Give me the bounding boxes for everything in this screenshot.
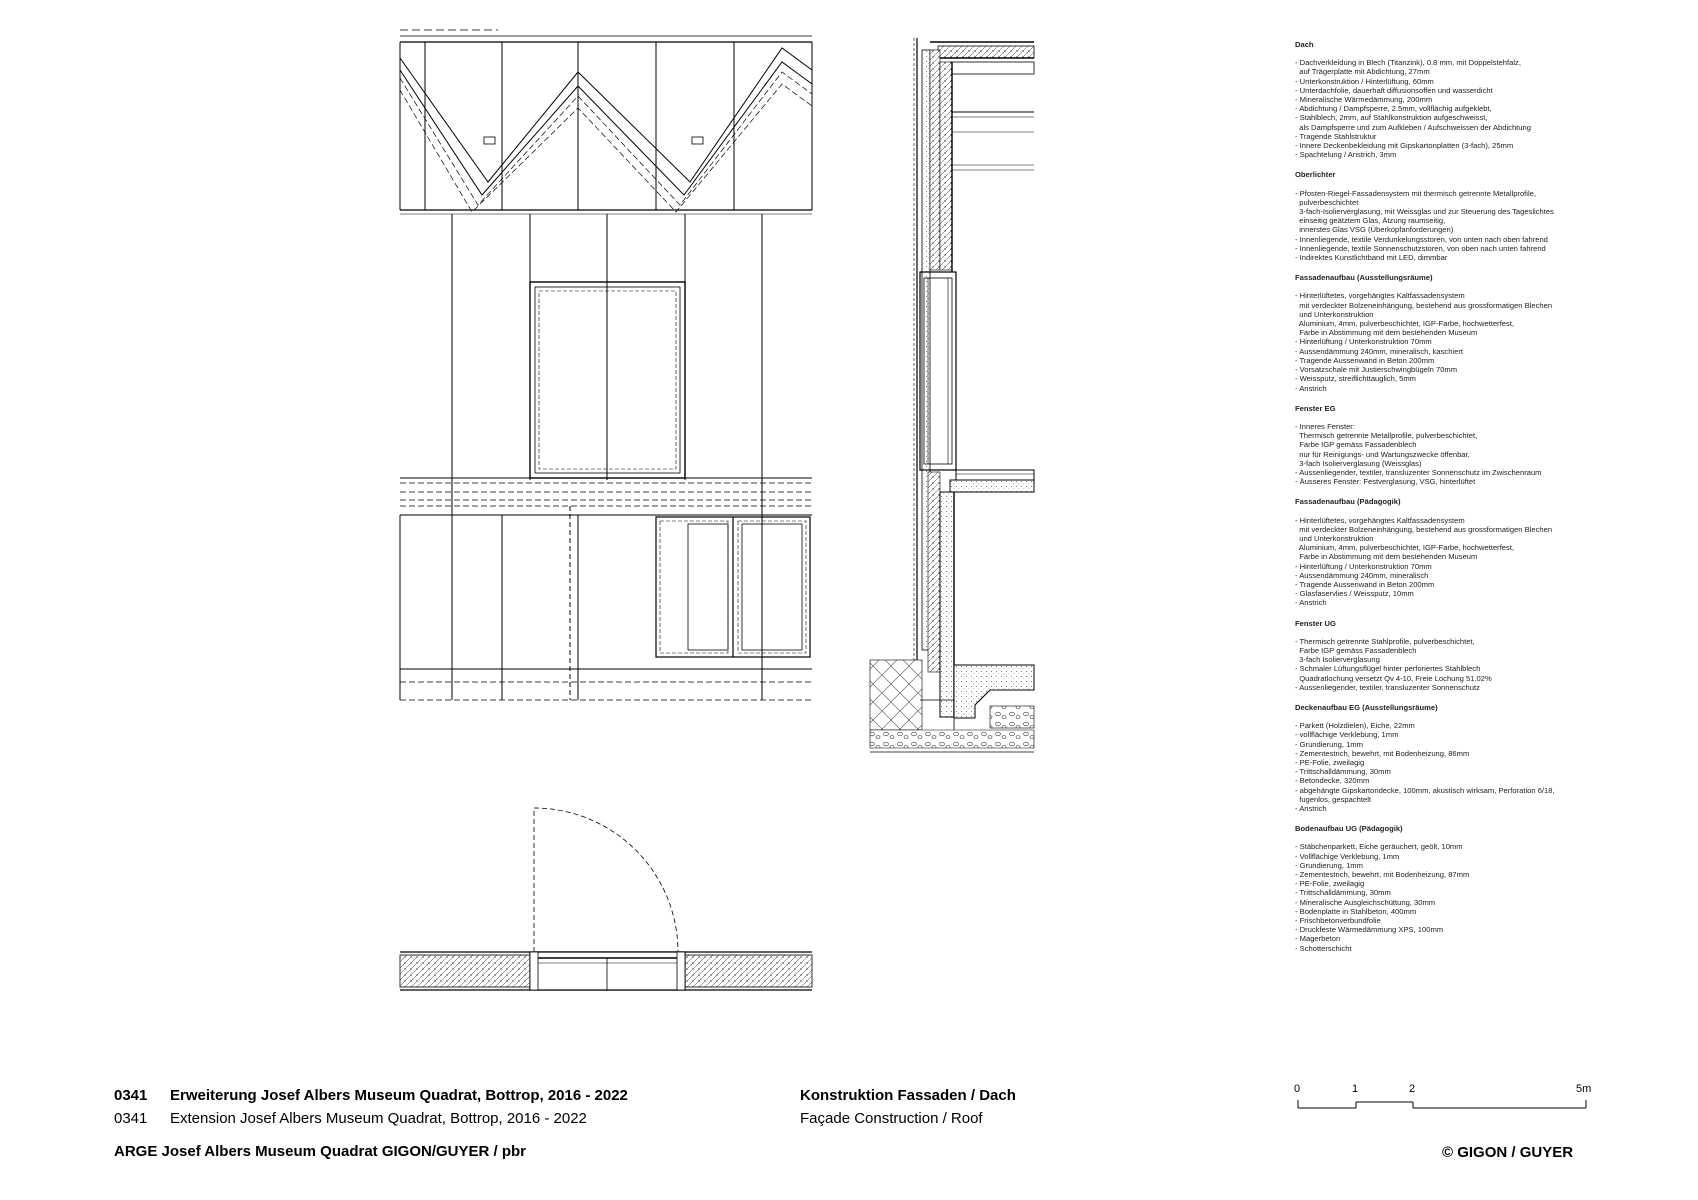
notes-line: - Mineralische Wärmedämmung, 200mm: [1295, 95, 1433, 105]
notes-section: [1295, 40, 1595, 159]
notes-line: Thermisch getrennte Metallprofile, pulverbeschichtet,: [1295, 431, 1478, 441]
notes-line: - Mineralische Ausgleichschüttung, 30mm: [1295, 897, 1436, 907]
notes-line: - Weissputz, streiflichttauglich, 5mm: [1295, 374, 1416, 384]
notes-line: - Stahlblech, 2mm, auf Stahlkonstruktion aufgeschweisst,: [1295, 113, 1488, 123]
notes-line: - abgehängte Gipskartondecke, 100mm, akustisch wirksam, Perforation 6/18,: [1295, 785, 1555, 795]
notes-line: mit verdeckter Bolzeneinhängung, bestehend aus grossformatigen Blechen: [1295, 300, 1553, 310]
notes-line: mit verdeckter Bolzeneinhängung, bestehend aus grossformatigen Blechen: [1295, 524, 1553, 534]
notes-section: [1295, 703, 1595, 813]
project-title-de: 0341 Erweiterung Josef Albers Museum Quadrat, Bottrop, 2016 - 2022: [114, 1087, 628, 1104]
notes-line: - Aussenliegender, textiler, transluzenter Sonnenschutz im Zwischenraum: [1295, 467, 1542, 477]
notes-line: - Innere Deckenbekleidung mit Gipskartonplatten (3-fach), 25mm: [1295, 141, 1514, 151]
notes-section: [1295, 273, 1595, 392]
notes-line: 3-fach Isolierverglasung (Weissglas): [1295, 458, 1422, 468]
notes-line: - Grundierung, 1mm: [1295, 739, 1363, 749]
notes-line: - Frischbetonverbundfolie: [1295, 916, 1381, 926]
scale-label-5m: 5m: [1576, 1083, 1592, 1095]
notes-line: fugenlos, gespachtelt: [1295, 794, 1371, 804]
scale-label-0: 0: [1294, 1083, 1301, 1095]
scale-label-2: 2: [1409, 1083, 1416, 1095]
notes-line: - vollflächige Verklebung, 1mm: [1295, 730, 1399, 740]
project-number: 0341: [114, 1087, 148, 1104]
notes-line: pulverbeschichtet: [1295, 197, 1359, 207]
notes-line: - Zementestrich, bewehrt, mit Bodenheizung, 86mm: [1295, 748, 1470, 758]
notes-heading: Bodenaufbau UG (Pädagogik): [1295, 824, 1403, 834]
notes-line: - Parkett (Holzdielen), Eiche, 22mm: [1295, 721, 1415, 731]
notes-line: - Dachverkleidung in Blech (Titanzink), 0.8 mm, mit Doppelstehfalz,: [1295, 58, 1521, 68]
notes-line: - Pfosten-Riegel-Fassadensystem mit thermisch getrennte Metallprofile,: [1295, 188, 1536, 198]
notes-line: auf Trägerplatte mit Abdichtung, 27mm: [1295, 67, 1430, 77]
office-credit: ARGE Josef Albers Museum Quadrat GIGON/GUYER / pbr: [114, 1143, 527, 1160]
notes-line: - Hinterlüftetes, vorgehängtes Kaltfassadensystem: [1295, 291, 1465, 301]
notes-line: - Anstrich: [1295, 804, 1327, 814]
notes-line: 3-fach Isolierverglasung: [1295, 655, 1380, 665]
notes-line: - Trittschalldämmung, 30mm: [1295, 888, 1391, 898]
notes-line: - Schmaler Lüftungsflügel hinter perforiertes Stahlblech: [1295, 664, 1481, 674]
notes-line: als Dampfsperre und zum Aufkleben / Aufschweissen der Abdichtung: [1295, 122, 1531, 132]
notes-line: 3-fach-Isolierverglasung, mit Weissglas und zur Steuerung des Tageslichtes: [1295, 207, 1554, 217]
notes-heading: Fenster EG: [1295, 403, 1336, 413]
facade-section: [870, 38, 1034, 752]
notes-line: - Äusseres Fenster: Festverglasung, VSG, hinterlüftet: [1295, 477, 1476, 487]
notes-line: - Anstrich: [1295, 383, 1327, 393]
notes-line: - PE-Folie, zweilagig: [1295, 879, 1365, 889]
construction-notes: [1295, 40, 1595, 964]
notes-line: - Schotterschicht: [1295, 943, 1352, 953]
scale-bar: [1298, 1100, 1586, 1108]
project-title-en: 0341 Extension Josef Albers Museum Quadrat, Bottrop, 2016 - 2022: [114, 1110, 587, 1127]
notes-line: - Hinterlüftetes, vorgehängtes Kaltfassadensystem: [1295, 515, 1465, 525]
notes-heading: Dach: [1295, 40, 1314, 49]
notes-line: - Abdichtung / Dampfsperre, 2.5mm, vollflächig aufgeklebt,: [1295, 104, 1492, 114]
notes-line: - Anstrich: [1295, 598, 1327, 608]
sheet-title-en: Façade Construction / Roof: [800, 1110, 983, 1127]
notes-line: - Vollflächige Verklebung, 1mm: [1295, 851, 1400, 861]
notes-line: - Tragende Stahlstruktur: [1295, 131, 1377, 141]
notes-line: - Zementestrich, bewehrt, mit Bodenheizung, 87mm: [1295, 870, 1470, 880]
notes-line: Farbe IGP gemäss Fassadenblech: [1295, 440, 1417, 450]
notes-line: Aluminium, 4mm, pulverbeschichtet, IGP-Farbe, hochwetterfest,: [1295, 319, 1515, 329]
notes-line: und Unterkonstruktion: [1295, 309, 1374, 319]
notes-line: - Hinterlüftung / Unterkonstruktion 70mm: [1295, 337, 1432, 347]
notes-line: - Innenliegende, textile Sonnenschutzstoren, von oben nach unten fahrend: [1295, 243, 1546, 253]
notes-line: - Trittschalldämmung, 30mm: [1295, 767, 1391, 777]
project-number-en: 0341: [114, 1110, 148, 1127]
notes-section: [1295, 497, 1595, 607]
notes-line: - Magerbeton: [1295, 934, 1341, 944]
notes-line: - Spachtelung / Anstrich, 3mm: [1295, 150, 1397, 160]
notes-heading: Fenster UG: [1295, 618, 1336, 628]
notes-line: - Aussendämmung 240mm, mineralisch, kaschiert: [1295, 346, 1463, 356]
notes-line: Farbe in Abstimmung mit dem bestehenden Museum: [1295, 328, 1478, 338]
notes-heading: Fassadenaufbau (Ausstellungsräume): [1295, 273, 1433, 283]
notes-line: - Glasfaservlies / Weissputz, 10mm: [1295, 589, 1414, 599]
notes-line: - Vorsatzschale mit Justierschwingbügeln 70mm: [1295, 365, 1458, 375]
notes-line: Farbe IGP gemäss Fassadenblech: [1295, 645, 1417, 655]
notes-line: - Aussenliegender, textiler, transluzenter Sonnenschutz: [1295, 682, 1480, 692]
notes-heading: Oberlichter: [1295, 170, 1336, 180]
notes-line: - Tragende Aussenwand in Beton 200mm: [1295, 579, 1435, 589]
notes-line: - Grundierung, 1mm: [1295, 860, 1363, 870]
notes-line: - Thermisch getrennte Stahlprofile, pulverbeschichtet,: [1295, 636, 1475, 646]
notes-line: nur für Reinigungs- und Wartungszwecke öffenbar,: [1295, 449, 1470, 459]
notes-line: Farbe in Abstimmung mit dem bestehenden Museum: [1295, 552, 1478, 562]
notes-line: - Inneres Fenster:: [1295, 421, 1355, 431]
notes-line: - Tragende Aussenwand in Beton 200mm: [1295, 355, 1435, 365]
notes-line: - Indirektes Kunstlichtband mit LED, dimmbar: [1295, 253, 1448, 263]
notes-line: Aluminium, 4mm, pulverbeschichtet, IGP-Farbe, hochwetterfest,: [1295, 543, 1515, 553]
notes-line: - Aussendämmung 240mm, mineralisch: [1295, 570, 1429, 580]
notes-section: [1295, 404, 1595, 487]
notes-line: - Stäbchenparkett, Eiche geräuchert, geölt, 10mm: [1295, 842, 1463, 852]
window-plan: [400, 808, 812, 990]
notes-line: - PE-Folie, zweilagig: [1295, 758, 1365, 767]
copyright: © GIGON / GUYER: [1442, 1144, 1574, 1161]
notes-line: - Hinterlüftung / Unterkonstruktion 70mm: [1295, 561, 1432, 571]
notes-line: - Unterkonstruktion / Hinterlüftung, 60mm: [1295, 76, 1434, 86]
notes-section: [1295, 824, 1595, 953]
notes-line: - Bodenplatte in Stahlbeton, 400mm: [1295, 906, 1417, 916]
notes-line: - Betondecke, 320mm: [1295, 776, 1370, 786]
notes-section: [1295, 170, 1595, 262]
notes-line: einseitig geätztem Glas, Ätzung raumseitig,: [1295, 216, 1446, 226]
facade-elevation: [400, 30, 812, 700]
notes-heading: Fassadenaufbau (Pädagogik): [1295, 497, 1401, 507]
notes-section: [1295, 619, 1595, 692]
notes-line: und Unterkonstruktion: [1295, 533, 1374, 543]
notes-line: - Innenliegende, textile Verdunkelungsstoren, von unten nach oben fahrend: [1295, 234, 1548, 244]
notes-line: - Druckfeste Wärmedämmung XPS, 100mm: [1295, 925, 1444, 935]
notes-heading: Deckenaufbau EG (Ausstellungsräume): [1295, 702, 1438, 712]
notes-line: - Unterdachfolie, dauerhaft diffusionsoffen und wasserdicht: [1295, 85, 1493, 95]
notes-line: Quadratlochung versetzt Qv 4-10, Freie Lochung 51.02%: [1295, 673, 1492, 683]
sheet-title-de: Konstruktion Fassaden / Dach: [800, 1087, 1016, 1104]
notes-line: innerstes Glas VSG (Überkopfanforderungen): [1295, 225, 1454, 235]
scale-label-1: 1: [1352, 1083, 1359, 1095]
